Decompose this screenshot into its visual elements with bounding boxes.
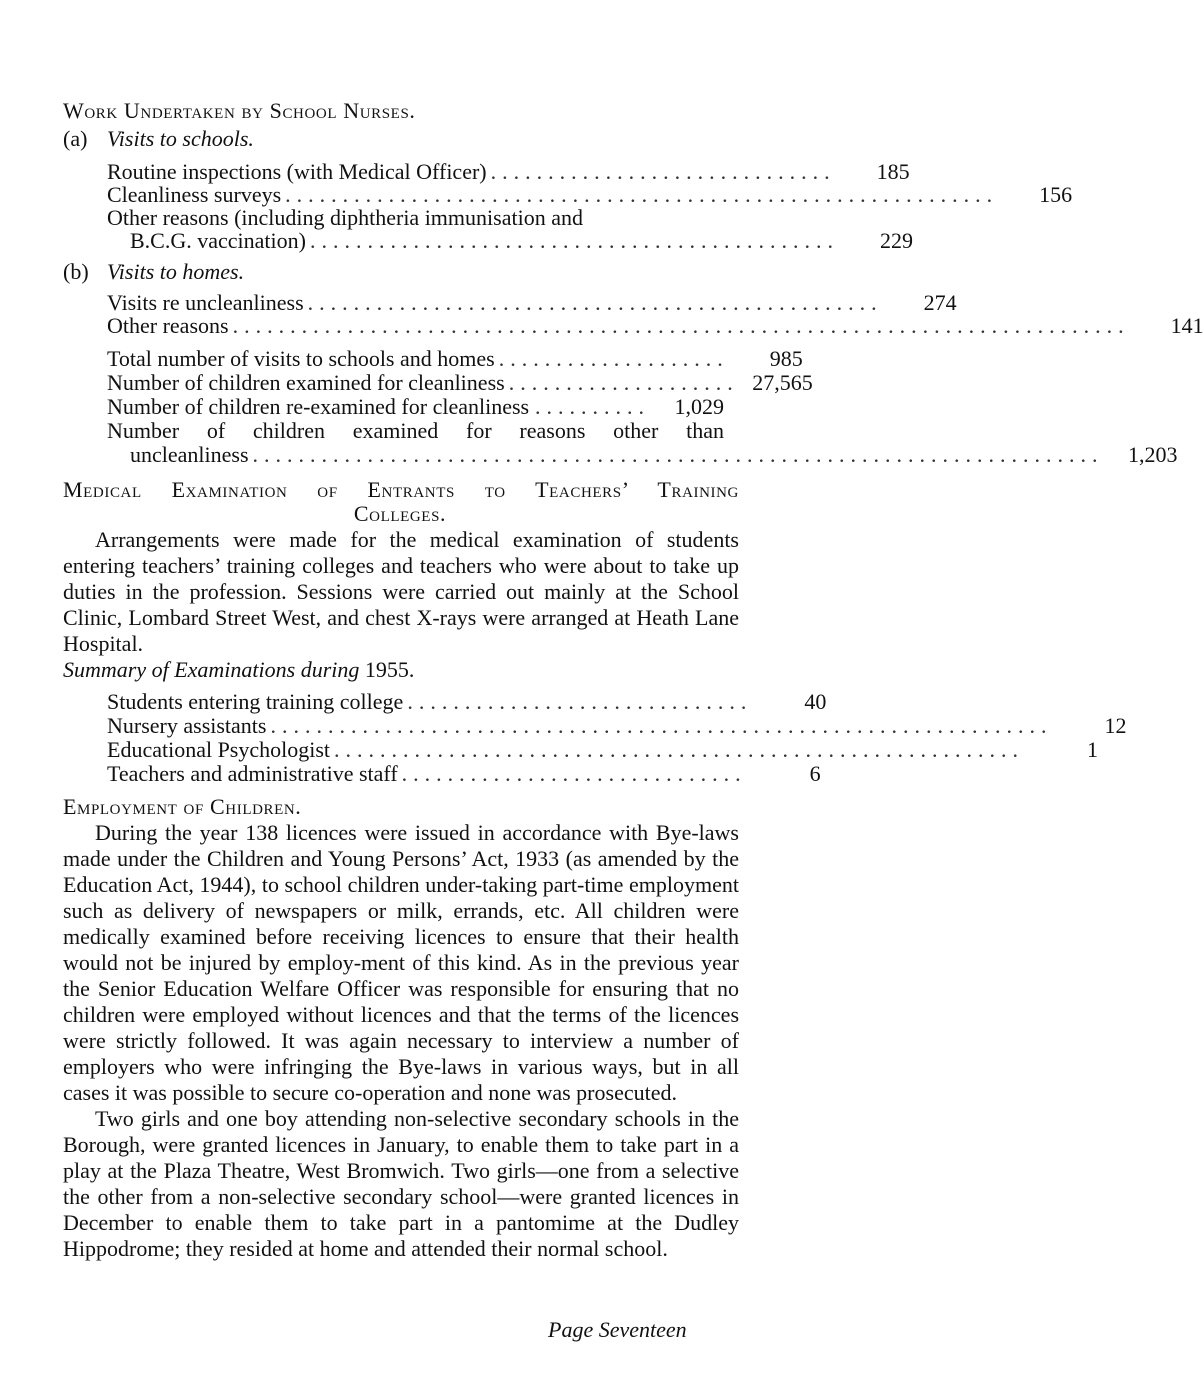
item-label: Number of children examined for cleanliness xyxy=(107,370,505,395)
item-label: Teachers and administrative staff xyxy=(107,761,398,786)
leader-dots: .................... xyxy=(508,370,739,395)
list-item xyxy=(130,442,1178,468)
summary-title-text: Summary of Examinations during xyxy=(63,657,360,682)
item-value: 156 xyxy=(1039,182,1073,207)
heading-school-nurses: Work Undertaken by School Nurses. xyxy=(63,98,416,123)
list-item xyxy=(107,313,1204,339)
list-item xyxy=(107,346,803,372)
item-value: 985 xyxy=(769,346,803,371)
subheading-visits-schools: Visits to schools. xyxy=(107,126,254,151)
leader-dots: ............................................................ xyxy=(334,737,1025,762)
paragraph-employment xyxy=(63,820,739,1262)
leader-dots: .................................................................... xyxy=(270,713,1053,738)
marker-b: (b) xyxy=(63,259,89,284)
item-label: Total number of visits to schools and homes xyxy=(107,346,495,371)
heading-teachers-training-cont: Colleges. xyxy=(353,501,447,526)
leader-dots: .............................................................. xyxy=(285,182,999,207)
leader-dots: .............................................................................. xyxy=(232,313,1130,338)
paragraph-teachers-training xyxy=(63,527,739,657)
list-item xyxy=(107,394,724,420)
leader-dots: .............................................. xyxy=(309,228,839,253)
item-value: 141 xyxy=(1170,313,1204,338)
item-value: 6 xyxy=(809,761,821,786)
leader-dots: .......................................................................... xyxy=(252,442,1104,467)
page-number: Page Seventeen xyxy=(548,1317,687,1342)
marker-a: (a) xyxy=(63,126,88,151)
item-label: uncleanliness xyxy=(130,442,249,467)
heading-employment: Employment of Children. xyxy=(63,794,302,819)
subheading-visits-homes: Visits to homes. xyxy=(107,259,245,284)
list-item xyxy=(107,370,813,396)
paragraph-text: During the year 138 licences were issued in accordance with Bye-laws made under the Children and Young Persons’ Act, 1933 (as amended by the Education Act, 1944), to school children under-taking part-time employment such as delivery of newspapers or milk, errands, etc. All children were medically examined before receiving licences to ensure that their health would not be injured by employ-ment of this kind. As in the previous year the Senior Education Welfare Officer was responsible for ensuring that no children were employed without licences and that the terms of the licences were strictly followed. It was again necessary to interview a number of employers who were infringing the Bye-laws in various ways, but in all cases it was possible to secure co-operation and none was prosecuted. xyxy=(63,820,739,1105)
list-item xyxy=(107,713,1127,739)
list-item xyxy=(130,228,913,254)
item-value: 274 xyxy=(923,290,957,315)
list-item xyxy=(107,737,1099,763)
item-label-line1: Other reasons (including diphtheria immunisation and xyxy=(107,205,583,230)
leader-dots: .................................................. xyxy=(307,290,883,315)
item-value: 229 xyxy=(879,228,913,253)
paragraph-text: Arrangements were made for the medical examination of students entering teachers’ training colleges and teachers who were about to take up duties in the profession. Sessions were carried out mainly at the School Clinic, Lombard Street West, and chest X-rays were arranged at Heath Lane Hospital. xyxy=(63,527,739,656)
item-value: 40 xyxy=(804,689,827,714)
item-label: Educational Psychologist xyxy=(107,737,331,762)
summary-year: 1955. xyxy=(364,657,415,682)
item-value: 1 xyxy=(1087,737,1099,762)
paragraph-text: Two girls and one boy attending non-selective secondary schools in the Borough, were granted licences in January, to enable them to take part in a play at the Plaza Theatre, West Bromwich. Two girls—one from a selective the other from a non-selective secondary school—were granted licences in December to enable them to take part in a pantomime at the Dudley Hippodrome; they resided at home and attended their normal school. xyxy=(63,1106,739,1261)
item-label: Nursery assistants xyxy=(107,713,267,738)
item-value: 1,203 xyxy=(1128,442,1178,467)
item-value: 27,565 xyxy=(752,370,813,395)
item-value: 185 xyxy=(876,159,910,184)
leader-dots: .......... xyxy=(535,394,650,419)
leader-dots: .............................. xyxy=(401,761,747,786)
item-label: Visits re uncleanliness xyxy=(107,290,304,315)
leader-dots: .................... xyxy=(498,346,729,371)
leader-dots: .............................. xyxy=(407,689,753,714)
item-label: Number of children re-examined for cleanliness xyxy=(107,394,530,419)
item-label: B.C.G. vaccination) xyxy=(130,228,306,253)
item-label: Cleanliness surveys xyxy=(107,182,282,207)
list-item xyxy=(107,689,827,715)
item-label: Routine inspections (with Medical Officer) xyxy=(107,159,487,184)
heading-teachers-training: Medical Examination of Entrants to Teachers’ Training xyxy=(63,477,739,502)
item-label-line1: Number of children examined for reasons other than xyxy=(107,418,724,443)
leader-dots: .............................. xyxy=(490,159,836,184)
item-value: 1,029 xyxy=(674,394,724,419)
list-item xyxy=(107,761,821,787)
summary-title xyxy=(63,657,414,683)
item-value: 12 xyxy=(1104,713,1127,738)
item-label: Other reasons xyxy=(107,313,229,338)
item-label: Students entering training college xyxy=(107,689,404,714)
